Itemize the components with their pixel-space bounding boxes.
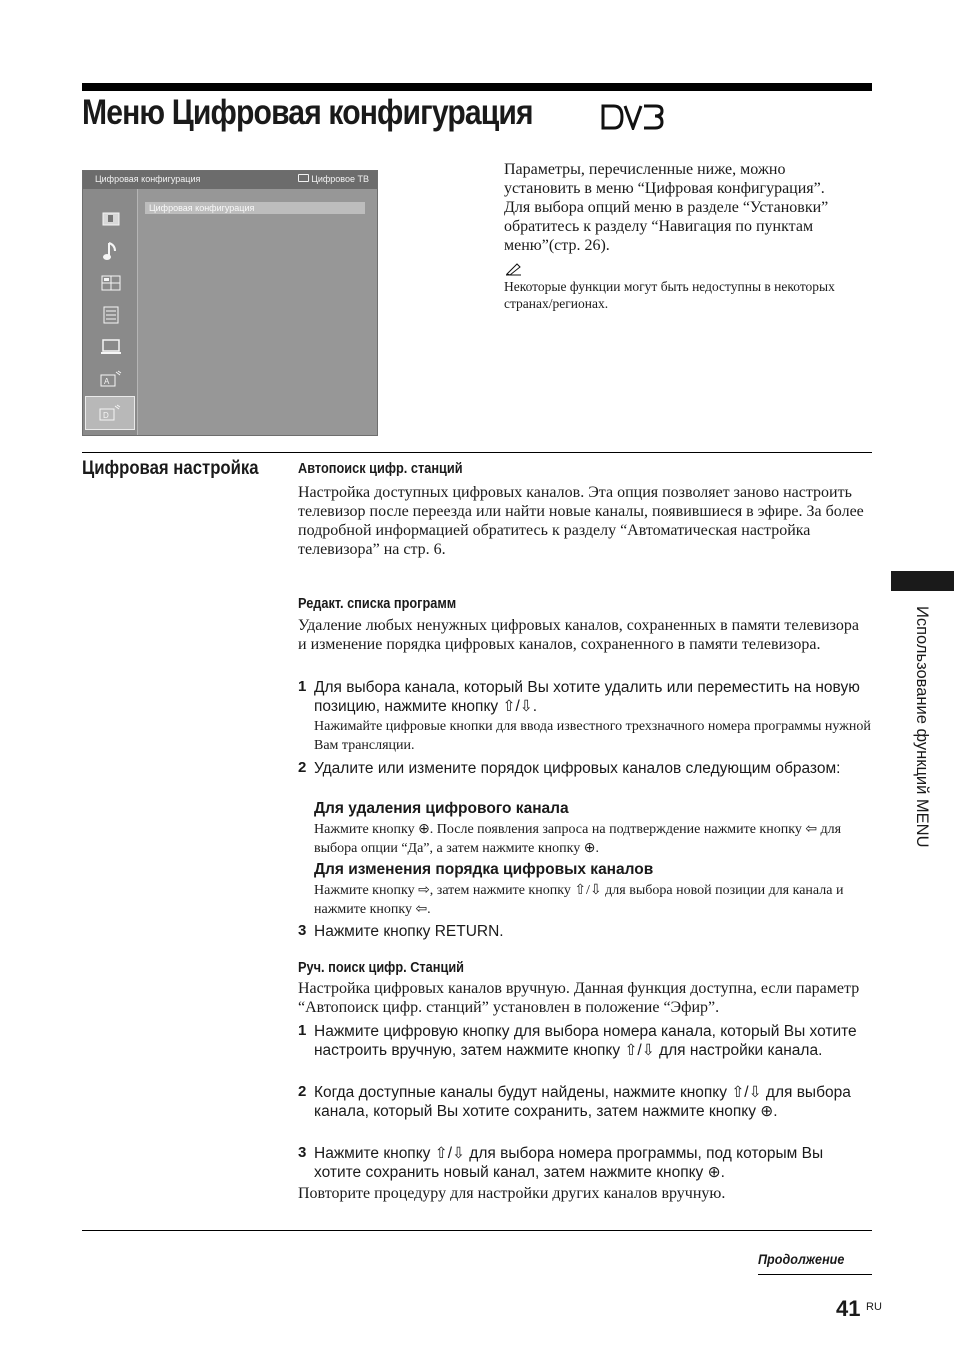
menu-selected-item[interactable]: Цифровая конфигурация	[145, 202, 365, 214]
edit-step2-number: 2	[298, 759, 307, 776]
edit-step2-text: Удалите или измените порядок цифровых каналов следующим образом:	[314, 760, 841, 777]
menu-header-source	[298, 174, 369, 184]
svg-text:D: D	[103, 411, 109, 420]
manual-step1-number: 1	[298, 1022, 307, 1039]
autosearch-text: Настройка доступных цифровых каналов. Эта опция позволяет заново настроить телевизор после переезда или найти новые каналы, появившиеся в эфире. За более подробной информацией обратитесь к разделу “Автоматическая настройка телевизора” на стр. 6.	[298, 484, 864, 558]
manual-search-title: Руч. поиск цифр. Станций	[298, 960, 465, 976]
manual-step3-number: 3	[298, 1144, 307, 1161]
bottom-rule	[82, 1230, 872, 1231]
edit-step3-text: Нажмите кнопку RETURN.	[314, 923, 504, 940]
delete-channel-text: Нажмите кнопку ⊕. После появления запроса на подтверждение нажмите кнопку ⇦ для выбора опции “Да”, а затем нажмите кнопку ⊕.	[314, 822, 842, 856]
top-rule	[82, 83, 872, 91]
pencil-note-icon	[505, 262, 523, 276]
edit-step1-subtext: Нажимайте цифровые кнопки для ввода известного трехзначного номера программы нужной Вам трансляции.	[314, 719, 871, 753]
reorder-channel-title: Для изменения порядка цифровых каналов	[314, 861, 654, 878]
delete-channel-title: Для удаления цифрового канала	[314, 800, 569, 817]
continued-rule	[758, 1274, 872, 1275]
side-tab	[891, 571, 954, 591]
page-language: RU	[866, 1301, 882, 1313]
autosearch-title: Автопоиск цифр. станций	[298, 461, 463, 477]
manual-step1-text: Нажмите цифровую кнопку для выбора номера канала, который Вы хотите настроить вручную, затем нажмите кнопку ⇧/⇩ для настройки канала.	[314, 1023, 857, 1059]
setup-icon[interactable]	[87, 300, 135, 330]
manual-search-footer: Повторите процедуру для настройки других каналов вручную.	[298, 1185, 726, 1202]
manual-step3-text: Нажмите кнопку ⇧/⇩ для выбора номера программы, под которым Вы хотите сохранить новый канал, затем нажмите кнопку ⊕.	[314, 1145, 824, 1181]
side-chapter-label: Использование функций MENU	[913, 606, 931, 848]
menu-header-title: Цифровая конфигурация	[95, 174, 201, 184]
digital-setup-icon[interactable]	[85, 396, 135, 430]
screen-icon[interactable]	[87, 268, 135, 298]
edit-list-text: Удаление любых ненужных цифровых каналов, сохраненных в памяти телевизора и изменение порядка цифровых каналов, сохраненного в памяти телевизора.	[298, 617, 859, 653]
edit-list-title: Редакт. списка программ	[298, 596, 457, 612]
edit-step1-number: 1	[298, 678, 307, 695]
edit-step1-text: Для выбора канала, который Вы хотите удалить или переместить на новую позицию, нажмите кнопку ⇧/⇩.	[314, 679, 860, 715]
section-rule	[82, 452, 872, 453]
menu-iconbar	[83, 189, 138, 435]
menu-header-source-label: Цифровое ТВ	[311, 174, 369, 184]
svg-text:A: A	[104, 377, 110, 386]
menu-header	[83, 171, 377, 189]
manual-step2-number: 2	[298, 1083, 307, 1100]
section-title: Цифровая настройка	[82, 458, 259, 479]
tv-icon	[298, 174, 309, 182]
dvb-logo-icon	[600, 104, 664, 130]
pc-icon[interactable]	[87, 332, 135, 362]
intro-text: Параметры, перечисленные ниже, можно установить в меню “Цифровая конфигурация”. Для выбора опций меню в разделе “Установки” обратитесь к разделу “Навигация по пунктам меню”(стр. 26).	[504, 161, 829, 254]
manual-search-text: Настройка цифровых каналов вручную. Данная функция доступна, если параметр “Автопоиск цифр. станций” установлен в положение “Эфир”.	[298, 980, 860, 1016]
picture-icon[interactable]	[87, 204, 135, 234]
page-number: 41	[836, 1296, 861, 1321]
note-text: Некоторые функции могут быть недоступны в некоторых странах/регионах.	[504, 279, 835, 311]
sound-icon[interactable]	[87, 236, 135, 266]
menu-screenshot	[82, 170, 378, 436]
page-title: Меню Цифровая конфигурация	[82, 93, 533, 132]
reorder-channel-text: Нажмите кнопку ⇨, затем нажмите кнопку ⇧/⇩ для выбора новой позиции для канала и нажмите кнопку ⇦.	[314, 883, 844, 917]
continued-label: Продолжение	[758, 1251, 845, 1267]
edit-step3-number: 3	[298, 922, 307, 939]
manual-step2-text: Когда доступные каналы будут найдены, нажмите кнопку ⇧/⇩ для выбора канала, который Вы хотите сохранить, затем нажмите кнопку ⊕.	[314, 1084, 851, 1120]
analog-setup-icon[interactable]	[87, 364, 135, 394]
